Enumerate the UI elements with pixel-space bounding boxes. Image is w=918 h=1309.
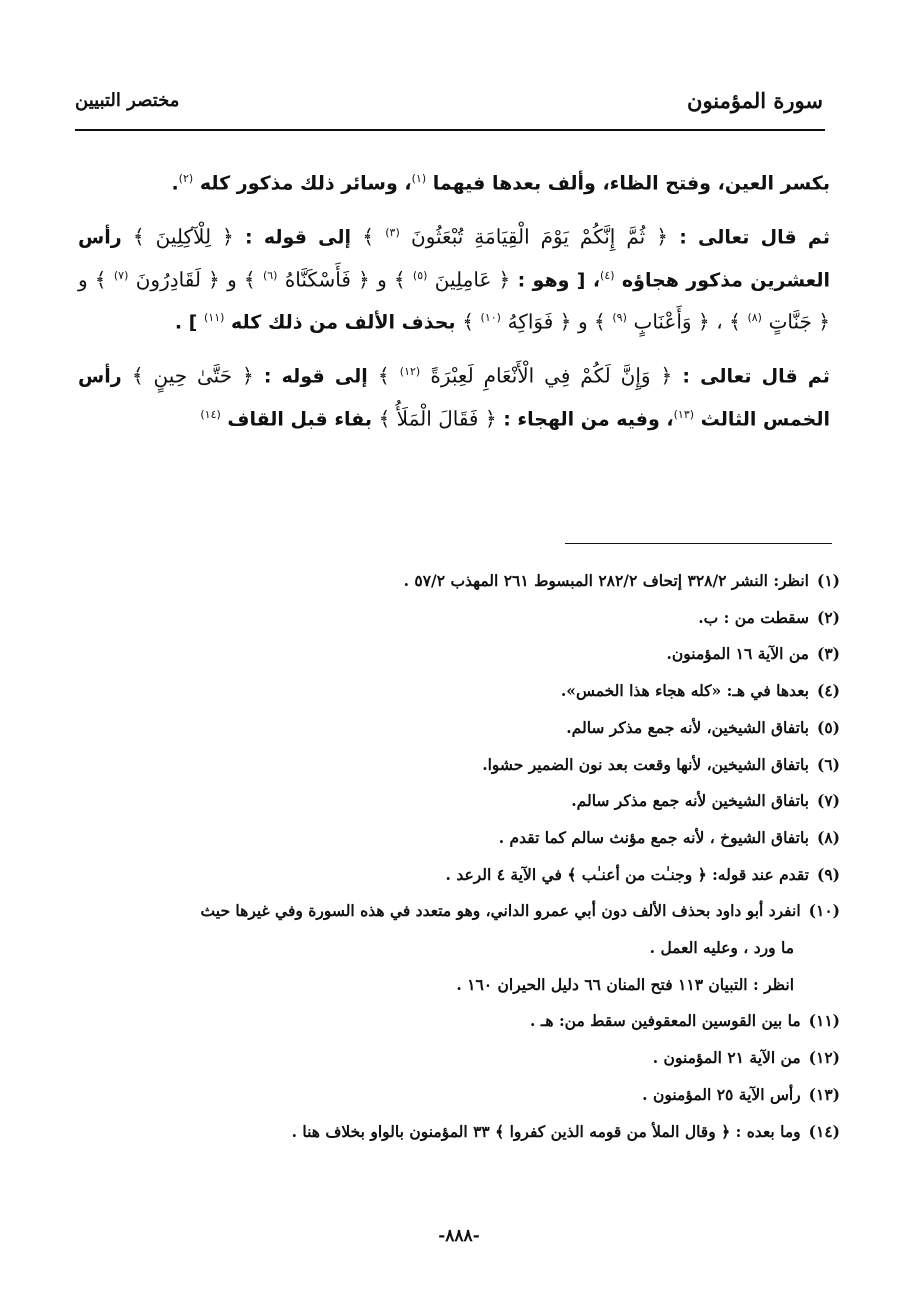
paragraph-3: ثم قال تعالى : ﴿ وَإِنَّ لَكُمْ فِي الْأَنْعَامِ لَعِبْرَةً $^{(١٢)}$ ﴾ إلى قوله : ﴿ حَتَّىٰ حِينٍ ﴾ رأس الخمس الثالث $^{(١٣)}$، وفيه من الهجاء : ﴿ فَقَالَ الْمَلَأُ ﴾ بفاء قبل القاف $^{(١٤)}$ bbox=[78, 363, 830, 430]
footnote-ref: (١٤) bbox=[200, 407, 221, 421]
quran-quote: ﴿ ثُمَّ إِنَّكُمْ يَوْمَ الْقِيَامَةِ تُبْعَثُونَ bbox=[411, 224, 668, 249]
header-divider bbox=[75, 129, 825, 131]
footnote-ref: (١٢) bbox=[399, 365, 421, 379]
footnote-item: (٤) بعدها في هـ: «كله هجاء هذا الخمس». bbox=[560, 681, 840, 701]
footnote-item: (٣) من الآية ١٦ المؤمنون. bbox=[666, 644, 840, 664]
quran-quote: ﴿ وَإِنَّ لَكُمْ فِي الْأَنْعَامِ لَعِبْرَةً bbox=[430, 363, 673, 388]
footnote-item: (٥) باتفاق الشيخين، لأنه جمع مذكر سالم. bbox=[566, 717, 840, 737]
footnote-ref: (٤) bbox=[600, 268, 615, 282]
footnote-ref: (٢) bbox=[178, 172, 194, 185]
footnote-ref: (٨) bbox=[747, 310, 762, 324]
footnote-continuation: ما ورد ، وعليه العمل . bbox=[649, 938, 794, 958]
paragraph-1: بكسر العين، وفتح الظاء، وألف بعدها فيهما $^{(١)}$، وسائر ذلك مذكور كله $^{(٢)}$. bbox=[171, 172, 830, 195]
footnote-ref: (٣) bbox=[385, 226, 400, 240]
footnote-ref: (١) bbox=[411, 172, 427, 185]
footnote-ref: (١٣) bbox=[673, 407, 695, 421]
footnote-item: (٧) باتفاق الشيخين لأنه جمع مذكر سالم. bbox=[571, 791, 840, 811]
footnote-item: (١٣) رأس الآية ٢٥ المؤمنون . bbox=[642, 1084, 840, 1104]
running-header bbox=[75, 84, 823, 124]
footnote-continuation: انظر : التبيان ١١٣ فتح المنان ٦٦ دليل الحيران ١٦٠ . bbox=[456, 974, 794, 994]
footnote-item: (٩) تقدم عند قوله: ﴿ وجنـٰت من أعنـٰب ﴾ في الآية ٤ الرعد . bbox=[445, 864, 840, 884]
quran-quote: ﴿ حَتَّىٰ حِينٍ ﴾ bbox=[131, 363, 254, 388]
footnote-item: (١) انظر: النشر ٣٢٨/٢ إتحاف ٢٨٢/٢ المبسوط ٢٦١ المهذب ٥٧/٢ . bbox=[403, 571, 840, 590]
surah-title: سورة المؤمنون bbox=[687, 88, 823, 113]
quran-quote: ﴿ لَقَادِرُونَ bbox=[135, 266, 220, 291]
footnote-item: (١٤) وما بعده : ﴿ وقال الملأ من قومه الذين كفروا ﴾ ٣٣ المؤمنون بالواو بخلاف هنا . bbox=[291, 1121, 840, 1141]
footnotes bbox=[80, 563, 840, 1150]
footnote-item: (١٠) انفرد أبو داود بحذف الألف دون أبي عمرو الداني، وهو متعدد في هذه السورة وفي غيرها حيث bbox=[200, 901, 840, 921]
main-text bbox=[78, 160, 830, 450]
quran-quote: ﴿ وَأَعْنَابٍ bbox=[633, 309, 710, 334]
footnote-ref: (١٠) bbox=[480, 310, 501, 324]
footnote-ref: (٩) bbox=[612, 310, 627, 324]
footnote-ref: (٥) bbox=[412, 268, 428, 282]
book-title: مختصر التبيين bbox=[75, 90, 180, 111]
footnote-item: (٨) باتفاق الشيوخ ، لأنه جمع مؤنث سالم كما تقدم . bbox=[498, 827, 840, 847]
quran-quote: ﴿ فَوَاكِهُ bbox=[507, 309, 572, 334]
quran-quote: ﴿ فَقَالَ الْمَلَأُ ﴾ bbox=[378, 405, 497, 430]
quran-quote: ﴿ جَنَّاتٍ bbox=[768, 309, 830, 334]
quran-quote: ﴿ لِلْآكِلِينَ ﴾ bbox=[132, 224, 234, 249]
page-number: -٨٨٨- bbox=[438, 1226, 480, 1246]
footnote-item: (٦) باتفاق الشيخين، لأنها وقعت بعد نون الضمير حشوا. bbox=[482, 754, 840, 774]
quran-quote: ﴿ عَامِلِينَ bbox=[434, 266, 511, 291]
footnote-item: (١١) ما بين القوسين المعقوفين سقط من: هـ . bbox=[530, 1011, 840, 1031]
footnote-item: (١٢) من الآية ٢١ المؤمنون . bbox=[652, 1048, 840, 1068]
footnote-ref: (١١) bbox=[203, 310, 225, 324]
footnote-ref: (٦) bbox=[262, 268, 278, 282]
footnote-divider bbox=[565, 543, 832, 544]
quran-quote: ﴿ فَأَسْكَنَّاهُ bbox=[284, 266, 370, 291]
paragraph-2: ثم قال تعالى : ﴿ ثُمَّ إِنَّكُمْ يَوْمَ الْقِيَامَةِ تُبْعَثُونَ $^{(٣)}$ ﴾ إلى قوله : ﴿ لِلْآكِلِينَ ﴾ رأس العشرين مذكور هجاؤه $^{(٤)}$، [ وهو : ﴿ عَامِلِينَ $^{(٥)}$ ﴾ و ﴿ فَأَسْكَنَّاهُ $^{(٦)}$ ﴾ و ﴿ لَقَادِرُونَ $^{(٧)}$ ﴾ و ﴿ جَنَّاتٍ $^{(٨)}$ ﴾ ، ﴿ وَأَعْنَابٍ $^{(٩)}$ ﴾ و ﴿ فَوَاكِهُ $^{(١٠)}$ ﴾ بحذف الألف من ذلك كله $^{(١١)}$ ] . bbox=[78, 224, 831, 334]
footnote-item: (٢) سقطت من : ب. bbox=[698, 607, 840, 627]
footnote-ref: (٧) bbox=[113, 268, 129, 282]
